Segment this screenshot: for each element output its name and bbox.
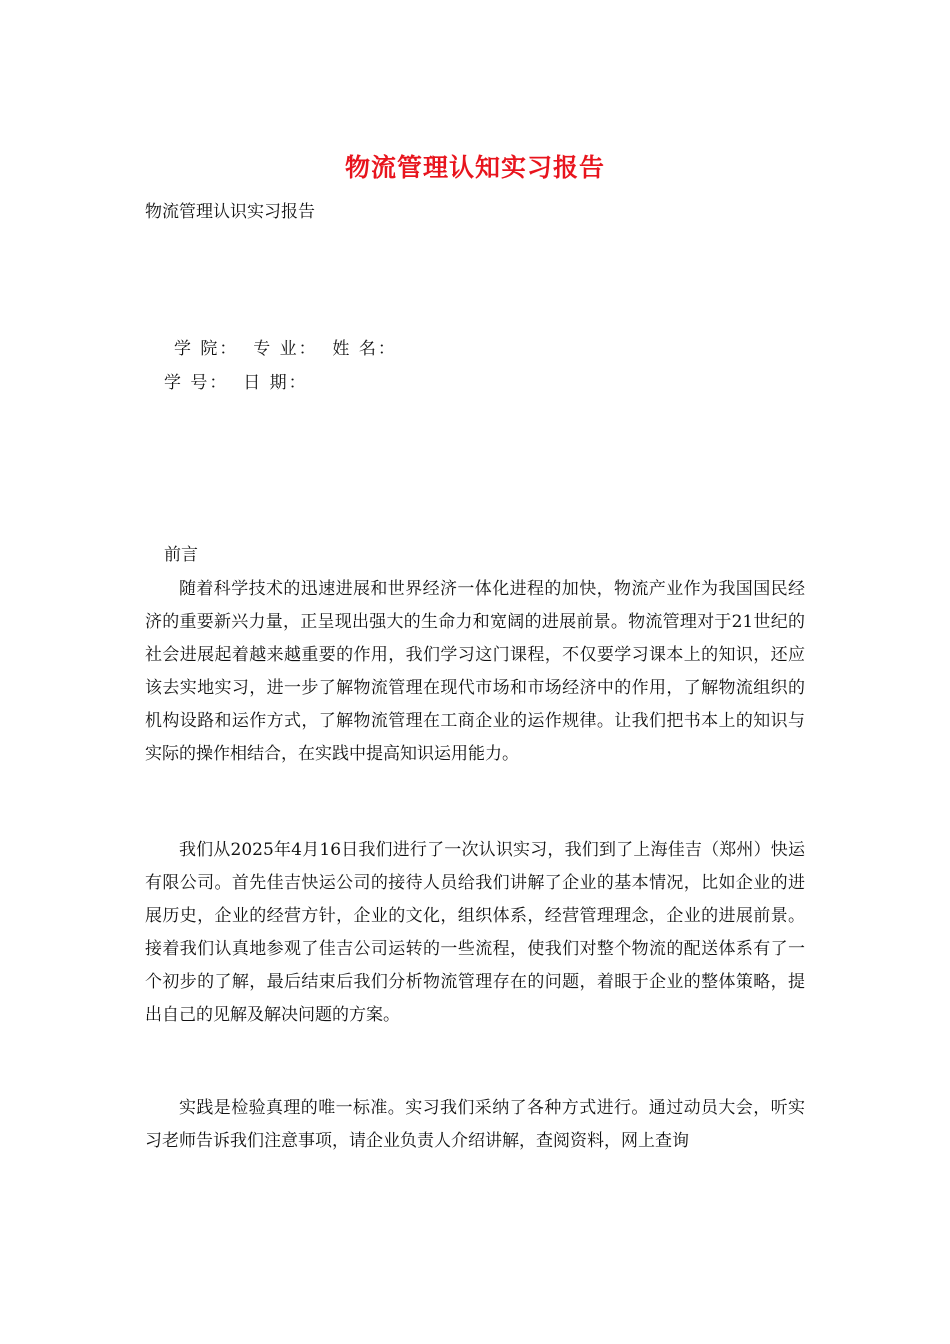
body-paragraph: 我们从2025年4月16日我们进行了一次认识实习，我们到了上海佳吉（郑州）快运有限公司。首先佳吉快运公司的接待人员给我们讲解了企业的基本情况，比如企业的进展历史，企业的经营方针，企业的文化，组织体系，经营管理理念，企业的进展前景。接着我们认真地参观了佳吉公司运转的一些流程，使我们对整个物流的配送体系有了一个初步的了解，最后结束后我们分析物流管理存在的问题，着眼于企业的整体策略，提出自己的见解及解决问题的方案。 xyxy=(145,840,805,1025)
body-paragraph: 随着科学技术的迅速进展和世界经济一体化进程的加快，物流产业作为我国国民经济的重要新兴力量，正呈现出强大的生命力和宽阔的进展前景。物流管理对于21世纪的社会进展起着越来越重要的作用，我们学习这门课程，不仅要学习课本上的知识，还应该去实地实习，进一步了解物流管理在现代市场和市场经济中的作用，了解物流组织的机构设路和运作方式，了解物流管理在工商企业的运作规律。让我们把书本上的知识与实际的操作相结合，在实践中提高知识运用能力。 xyxy=(145,579,805,764)
document-title: 物流管理认知实习报告 xyxy=(344,153,605,182)
body-paragraph: 实践是检验真理的唯一标准。实习我们采纳了各种方式进行。通过动员大会，听实习老师告诉我们注意事项，请企业负责人介绍讲解，查阅资料，网上查询 xyxy=(145,1098,805,1151)
student-info-line-2: 学 号： 日 期： xyxy=(164,373,308,393)
document-subtitle: 物流管理认识实习报告 xyxy=(145,202,315,222)
student-info-line-1: 学 院： 专 业： 姓 名： xyxy=(174,339,397,359)
preface-heading: 前言 xyxy=(164,545,198,565)
